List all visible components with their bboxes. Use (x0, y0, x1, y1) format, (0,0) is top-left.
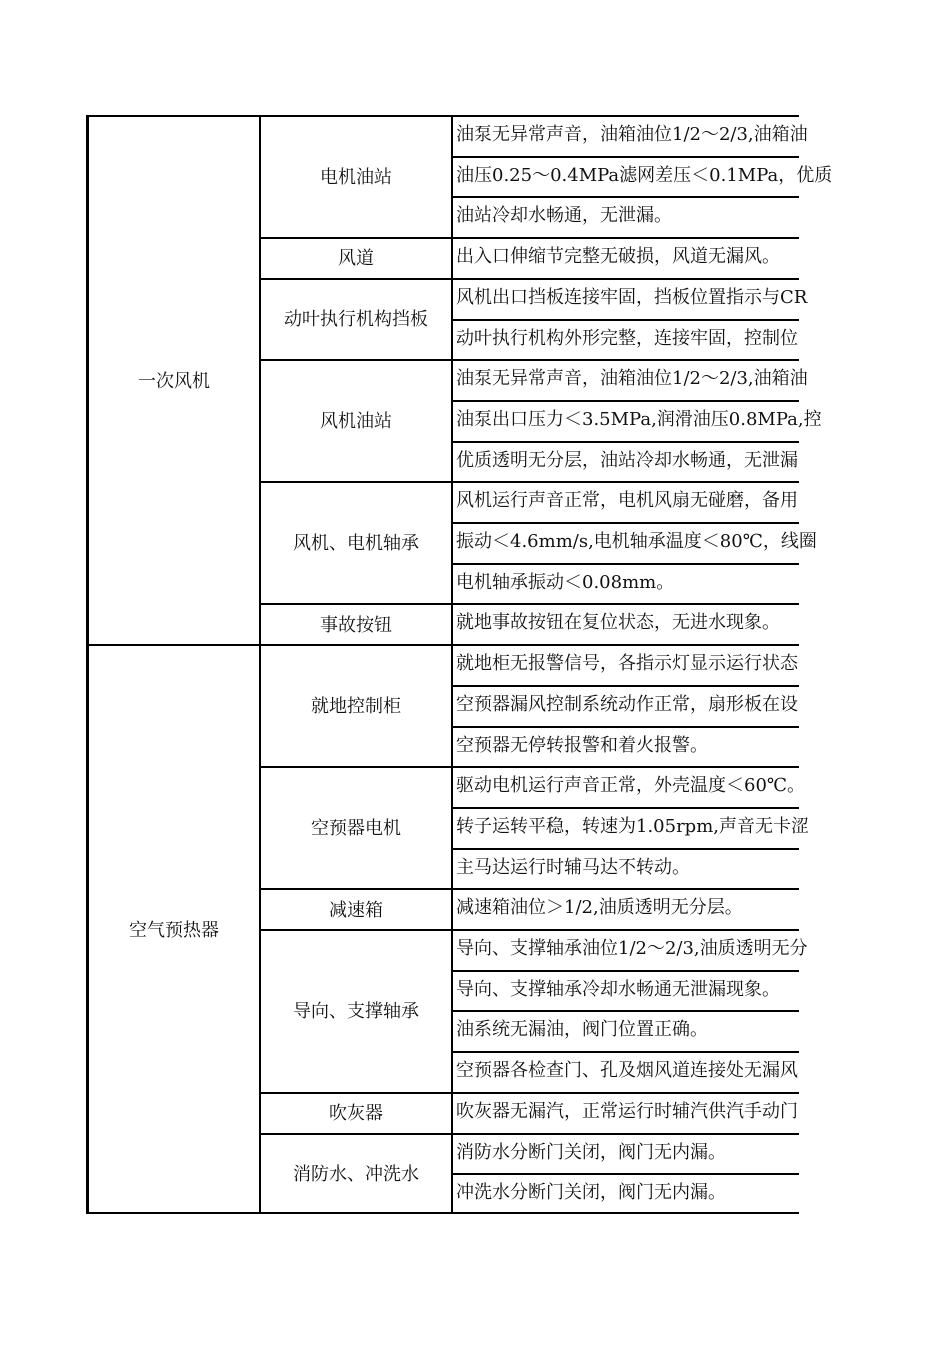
check-text: 电机轴承振动＜0.08mm。 (456, 571, 675, 593)
check-text: 主马达运行时辅马达不转动。 (456, 856, 690, 878)
check-text: 导向、支撑轴承冷却水畅通无泄漏现象。 (456, 978, 780, 1000)
item-label: 动叶执行机构挡板 (284, 309, 428, 331)
check-text: 动叶执行机构外形完整，连接牢固，控制位 (456, 327, 798, 349)
item-label: 减速箱 (329, 899, 383, 921)
table-bottom-rule (86, 1212, 799, 1214)
check-text: 油站冷却水畅通，无泄漏。 (456, 205, 672, 227)
item-label: 风机、电机轴承 (293, 533, 419, 555)
check-text: 就地事故按钮在复位状态，无进水现象。 (456, 612, 780, 634)
check-text: 风机运行声音正常，电机风扇无碰磨，备用 (456, 490, 798, 512)
item-label: 风机油站 (320, 411, 392, 433)
group-label: 一次风机 (138, 370, 210, 392)
check-text: 冲洗水分断门关闭，阀门无内漏。 (456, 1182, 726, 1204)
check-text: 空预器无停转报警和着火报警。 (456, 734, 708, 756)
check-text: 振动＜4.6mm/s,电机轴承温度＜80℃，线圈 (456, 531, 817, 552)
check-text: 驱动电机运行声音正常，外壳温度＜60℃。 (456, 775, 806, 797)
item-label: 电机油站 (320, 167, 392, 189)
inspection-table (86, 115, 833, 1214)
check-text: 油泵出口压力＜3.5MPa,润滑油压0.8MPa,控 (456, 408, 822, 430)
item-label: 空预器电机 (311, 818, 401, 840)
check-text: 优质透明无分层，油站冷却水畅通，无泄漏 (456, 449, 798, 471)
check-text: 就地柜无报警信号，各指示灯显示运行状态 (456, 653, 798, 675)
table-divider-item (451, 115, 453, 1214)
check-text: 吹灰器无漏汽，正常运行时辅汽供汽手动门 (456, 1100, 798, 1122)
check-text: 油系统无漏油，阀门位置正确。 (456, 1019, 708, 1041)
item-label: 吹灰器 (329, 1103, 383, 1125)
check-text: 空预器各检查门、孔及烟风道连接处无漏风 (456, 1060, 798, 1082)
item-label: 事故按钮 (320, 614, 392, 636)
check-text: 减速箱油位＞1/2,油质透明无分层。 (456, 897, 743, 919)
check-text: 风机出口挡板连接牢固，挡板位置指示与CR (456, 286, 808, 308)
check-text: 油泵无异常声音，油箱油位1/2～2/3,油箱油 (456, 124, 808, 145)
check-text: 导向、支撑轴承油位1/2～2/3,油质透明无分 (456, 938, 808, 959)
item-label: 导向、支撑轴承 (293, 1001, 419, 1023)
group-label: 空气预热器 (129, 919, 219, 941)
check-text: 转子运转平稳，转速为1.05rpm,声音无卡涩 (456, 815, 809, 837)
check-text: 出入口伸缩节完整无破损，风道无漏风。 (456, 246, 780, 268)
check-text: 油压0.25～0.4MPa滤网差压＜0.1MPa，优质 (456, 164, 833, 186)
check-text: 空预器漏风控制系统动作正常，扇形板在设 (456, 693, 798, 715)
item-label: 消防水、冲洗水 (293, 1164, 419, 1186)
check-text: 油泵无异常声音，油箱油位1/2～2/3,油箱油 (456, 368, 808, 390)
item-label: 风道 (338, 248, 374, 270)
item-label: 就地控制柜 (311, 696, 401, 718)
check-text: 消防水分断门关闭，阀门无内漏。 (456, 1141, 726, 1163)
